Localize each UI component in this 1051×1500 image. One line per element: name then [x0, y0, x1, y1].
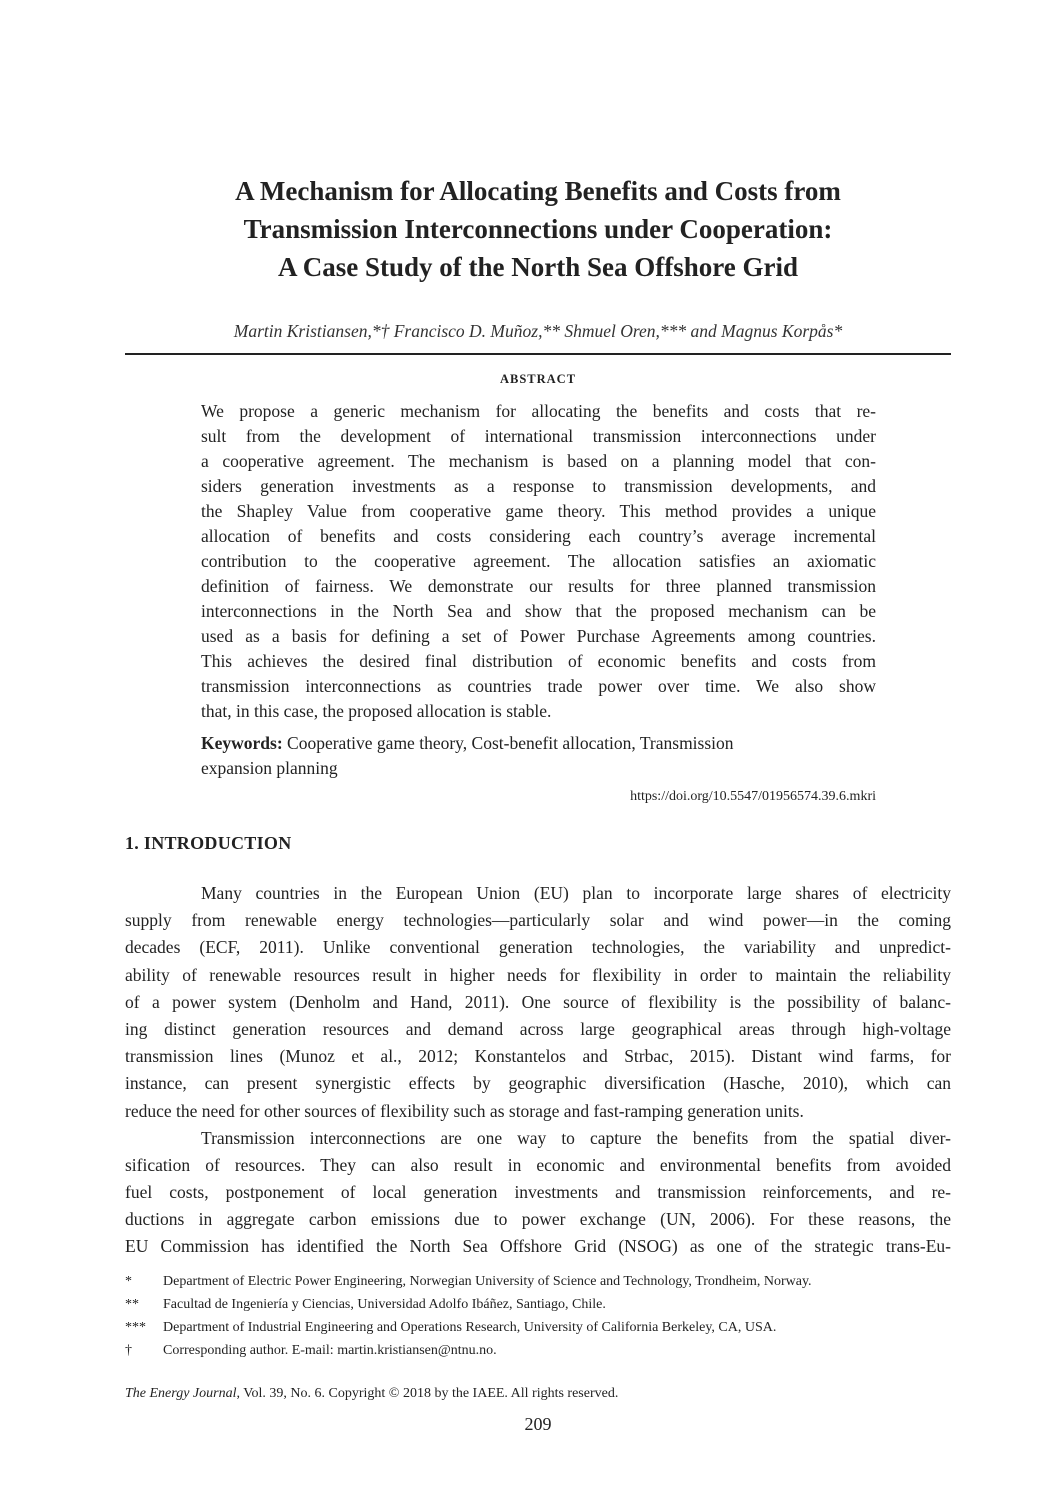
abstract-line: contribution to the cooperative agreement. The allocation satisfies an axiomatic: [201, 551, 876, 571]
keywords-label: Keywords:: [201, 733, 283, 753]
keywords-text-continued: expansion planning: [201, 758, 338, 778]
body-line: fuel costs, postponement of local generation investments and transmission reinforcements, and re-: [125, 1182, 951, 1203]
abstract-line: a cooperative agreement. The mechanism is based on a planning model that con-: [201, 451, 876, 471]
footnote-text: Facultad de Ingeniería y Ciencias, Universidad Adolfo Ibáñez, Santiago, Chile.: [163, 1297, 606, 1312]
paper-title: [125, 172, 951, 286]
body-line: of a power system (Denholm and Hand, 2011). One source of flexibility is the possibility of balanc-: [125, 991, 951, 1012]
doi-link[interactable]: https://doi.org/10.5547/01956574.39.6.mkri: [630, 789, 876, 804]
abstract-line: transmission interconnections as countries trade power over time. We also show: [201, 676, 876, 696]
title-line-2: Transmission Interconnections under Cooperation:: [243, 214, 833, 244]
footnote: [125, 1339, 951, 1362]
footnote-mark: †: [125, 1343, 132, 1358]
abstract-line: sult from the development of international transmission interconnections under: [201, 426, 876, 446]
journal-name: The Energy Journal: [125, 1386, 237, 1401]
body-line: instance, can present synergistic effects by geographic diversification (Hasche, 2010), which can: [125, 1073, 951, 1094]
keywords-text: Cooperative game theory, Cost-benefit allocation, Transmission: [287, 733, 734, 753]
footnote-text: Corresponding author. E-mail: martin.kristiansen@ntnu.no.: [163, 1343, 497, 1358]
body-line: sification of resources. They can also result in economic and environmental benefits from avoided: [125, 1154, 951, 1175]
body-line: ductions in aggregate carbon emissions due to power exchange (UN, 2006). For these reasons, the: [125, 1209, 951, 1230]
journal-details: , Vol. 39, No. 6. Copyright © 2018 by the IAEE. All rights reserved.: [236, 1386, 619, 1401]
body-line: ing distinct generation resources and demand across large geographical areas through high-voltage: [125, 1018, 951, 1039]
abstract-line: interconnections in the North Sea and show that the proposed mechanism can be: [201, 601, 876, 621]
abstract-heading: ABSTRACT: [499, 372, 577, 386]
body-line: Many countries in the European Union (EU) plan to incorporate large shares of electricity: [201, 883, 951, 903]
abstract-line: that, in this case, the proposed allocation is stable.: [201, 701, 552, 721]
abstract-line: We propose a generic mechanism for allocating the benefits and costs that re-: [201, 401, 876, 421]
body-line: supply from renewable energy technologies—particularly solar and wind power—in the coming: [125, 910, 951, 931]
footnote-mark: ***: [125, 1320, 146, 1335]
footnote: [125, 1270, 951, 1293]
footnote-text: Department of Electric Power Engineering, Norwegian University of Science and Technology, Trondheim, Norway.: [163, 1274, 812, 1289]
journal-citation: [125, 1386, 618, 1402]
footnote-text: Department of Industrial Engineering and Operations Research, University of California Berkeley, CA, USA.: [163, 1320, 777, 1335]
abstract-body: [201, 399, 876, 724]
body-line: ability of renewable resources result in higher needs for flexibility in order to maintain the reliability: [125, 964, 951, 985]
body-line: decades (ECF, 2011). Unlike conventional generation technologies, the variability and unpredict-: [125, 937, 951, 958]
abstract-line: allocation of benefits and costs considering each country’s average incremental: [201, 526, 876, 546]
body-line: Transmission interconnections are one way to capture the benefits from the spatial diver-: [201, 1127, 951, 1148]
footnote: [125, 1316, 951, 1339]
body-line: transmission lines (Munoz et al., 2012; Konstantelos and Strbac, 2015). Distant wind farms, for: [125, 1046, 951, 1067]
footnote: [125, 1293, 951, 1316]
title-line-1: A Mechanism for Allocating Benefits and Costs from: [235, 176, 841, 206]
footnote-mark: *: [125, 1274, 132, 1289]
keywords: [201, 731, 876, 781]
introduction-body: [125, 880, 951, 1261]
footnotes: [125, 1270, 951, 1362]
page-number: 209: [524, 1414, 552, 1434]
title-divider: [125, 353, 951, 355]
abstract-line: siders generation investments as a response to transmission developments, and: [201, 476, 876, 496]
body-line: reduce the need for other sources of flexibility such as storage and fast-ramping generation units.: [125, 1100, 804, 1121]
footnote-mark: **: [125, 1297, 139, 1312]
body-line: EU Commission has identified the North Sea Offshore Grid (NSOG) as one of the strategic trans-Eu-: [125, 1236, 951, 1257]
title-line-3: A Case Study of the North Sea Offshore Grid: [277, 252, 798, 282]
abstract-line: This achieves the desired final distribution of economic benefits and costs from: [201, 651, 876, 671]
abstract-line: used as a basis for defining a set of Power Purchase Agreements among countries.: [201, 626, 876, 646]
abstract-line: the Shapley Value from cooperative game theory. This method provides a unique: [201, 501, 876, 521]
section-heading: 1. INTRODUCTION: [125, 833, 292, 853]
author-list: Martin Kristiansen,*† Francisco D. Muñoz,** Shmuel Oren,*** and Magnus Korpås*: [233, 321, 843, 341]
abstract-line: definition of fairness. We demonstrate our results for three planned transmission: [201, 576, 876, 596]
